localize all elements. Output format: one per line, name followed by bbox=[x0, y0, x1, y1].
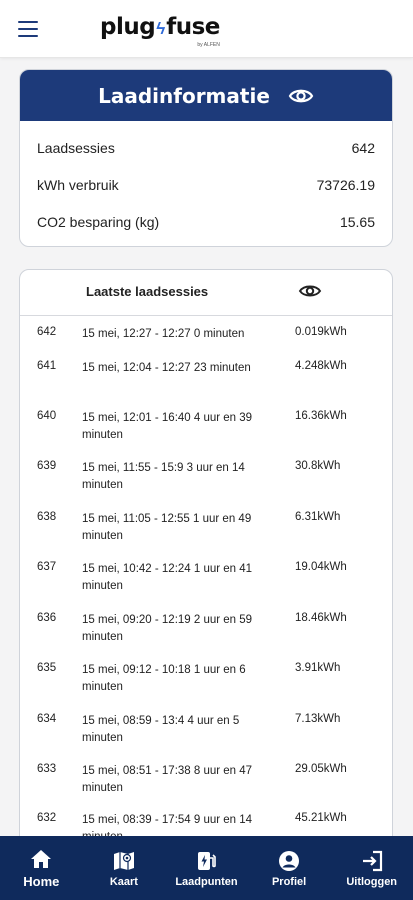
stat-row-sessions bbox=[20, 129, 392, 166]
session-description: 15 mei, 12:27 - 12:27 0 minuten bbox=[82, 328, 245, 340]
session-description: 15 mei, 10:42 - 12:24 1 uur en 41 minuten bbox=[82, 563, 253, 592]
home-icon bbox=[29, 847, 53, 871]
app-bar bbox=[0, 0, 413, 58]
session-kwh: 30.8kWh bbox=[295, 460, 341, 472]
eye-icon[interactable] bbox=[298, 282, 322, 300]
nav-item-home[interactable] bbox=[0, 836, 83, 900]
bottom-navigation bbox=[0, 836, 413, 900]
nav-label: Laadpunten bbox=[175, 875, 238, 888]
eye-icon[interactable] bbox=[288, 87, 314, 105]
session-kwh: 6.31kWh bbox=[295, 511, 341, 523]
session-id: 635 bbox=[37, 662, 57, 674]
session-description: 15 mei, 12:04 - 12:27 23 minuten bbox=[82, 362, 251, 374]
nav-item-profiel[interactable] bbox=[248, 836, 331, 900]
nav-label: Profiel bbox=[271, 875, 307, 888]
session-id: 641 bbox=[37, 360, 57, 372]
session-description: 15 mei, 09:12 - 10:18 1 uur en 6 minuten bbox=[82, 664, 246, 693]
session-description: 15 mei, 11:05 - 12:55 1 uur en 49 minuten bbox=[82, 513, 252, 542]
session-id: 632 bbox=[37, 812, 57, 824]
nav-label: Kaart bbox=[109, 875, 138, 888]
session-description: 15 mei, 09:20 - 12:19 2 uur en 59 minuten bbox=[82, 614, 253, 643]
session-description: 15 mei, 08:51 - 17:38 8 uur en 47 minuten bbox=[82, 765, 253, 794]
session-description: 15 mei, 12:01 - 16:40 4 uur en 39 minuten bbox=[82, 412, 253, 441]
profile-icon bbox=[277, 849, 301, 873]
stat-row-kwh bbox=[20, 166, 392, 203]
nav-label: Uitloggen bbox=[346, 875, 398, 888]
session-description: 15 mei, 08:59 - 13:4 4 uur en 5 minuten bbox=[82, 715, 240, 744]
stat-value: 642 bbox=[351, 139, 375, 156]
session-kwh: 3.91kWh bbox=[295, 662, 341, 674]
nav-label: Home bbox=[23, 874, 60, 889]
stat-row-co2 bbox=[20, 203, 392, 240]
session-id: 642 bbox=[37, 326, 57, 338]
recent-sessions-card bbox=[19, 269, 393, 869]
map-icon bbox=[112, 849, 136, 873]
charger-icon bbox=[194, 849, 218, 873]
bolt-icon: ϟ bbox=[156, 19, 166, 38]
session-id: 634 bbox=[37, 713, 57, 725]
nav-item-kaart[interactable] bbox=[83, 836, 166, 900]
logo-subtitle: by ALFEN bbox=[197, 42, 220, 48]
session-id: 633 bbox=[37, 763, 57, 775]
menu-icon[interactable] bbox=[18, 21, 38, 37]
plugfuse-logo bbox=[100, 14, 220, 48]
session-description: 15 mei, 08:39 - 17:54 9 uur en 14 bbox=[82, 814, 253, 826]
nav-item-uitloggen[interactable] bbox=[330, 836, 413, 900]
session-id: 636 bbox=[37, 612, 57, 624]
session-id: 637 bbox=[37, 561, 57, 573]
stat-value: 15.65 bbox=[339, 213, 375, 230]
logo-text-left: plug bbox=[100, 14, 156, 40]
session-kwh: 29.05kWh bbox=[295, 763, 347, 775]
stat-label: kWh verbruik bbox=[37, 176, 119, 193]
recent-sessions-header bbox=[20, 270, 392, 316]
session-kwh: 16.36kWh bbox=[295, 410, 347, 422]
session-kwh: 7.13kWh bbox=[295, 713, 341, 725]
session-kwh: 45.21kWh bbox=[295, 812, 347, 824]
charging-info-title: Laadinformatie bbox=[98, 83, 270, 108]
session-id: 638 bbox=[37, 511, 57, 523]
stat-label: CO2 besparing (kg) bbox=[37, 213, 160, 230]
logout-icon bbox=[360, 849, 384, 873]
charging-info-header bbox=[20, 70, 392, 121]
charging-info-card bbox=[19, 69, 393, 247]
stat-label: Laadsessies bbox=[37, 139, 115, 156]
session-kwh: 19.04kWh bbox=[295, 561, 347, 573]
nav-item-laadpunten[interactable] bbox=[165, 836, 248, 900]
session-kwh: 18.46kWh bbox=[295, 612, 347, 624]
session-id: 640 bbox=[37, 410, 57, 422]
session-description: 15 mei, 11:55 - 15:9 3 uur en 14 minuten bbox=[82, 462, 245, 491]
session-id: 639 bbox=[37, 460, 57, 472]
session-kwh: 4.248kWh bbox=[295, 360, 347, 372]
stat-value: 73726.19 bbox=[316, 176, 375, 193]
session-kwh: 0.019kWh bbox=[295, 326, 347, 338]
logo-text-right: fuse bbox=[166, 14, 220, 40]
recent-sessions-title: Laatste laadsessies bbox=[86, 284, 209, 299]
